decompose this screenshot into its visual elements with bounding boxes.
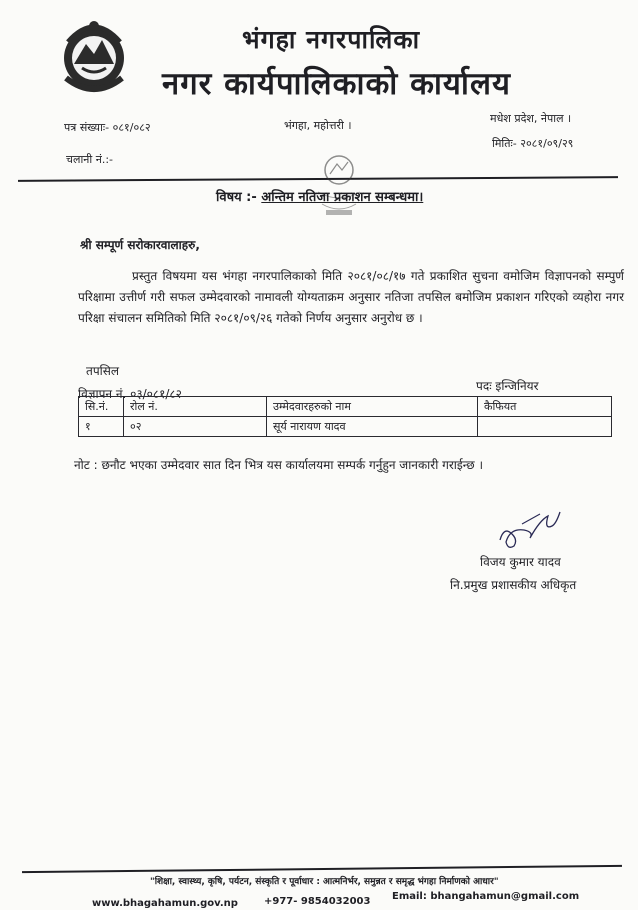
table-header-row <box>79 397 612 417</box>
office-stamp <box>312 148 366 222</box>
office-name: भंगहा नगरपालिका <box>242 25 421 54</box>
footer-email[interactable]: Email: bhangahamun@gmail.com <box>392 891 580 902</box>
government-emblem-logo <box>52 14 136 98</box>
signature <box>494 506 564 550</box>
province: मधेश प्रदेश, नेपाल । <box>490 112 572 125</box>
subject-text: अन्तिम नतिजा प्रकाशन सम्बन्धमा। <box>261 190 424 205</box>
advertisement-number: विज्ञापन नं. ०३/०८१/८२ <box>78 387 182 401</box>
salutation: श्री सम्पूर्ण सरोकारवालाहरु, <box>80 238 200 252</box>
table-header: उम्मेदवारहरुको नाम <box>267 397 478 417</box>
signatory-title: नि.प्रमुख प्रशासकीय अधिकृत <box>450 578 577 592</box>
table-cell <box>478 417 612 437</box>
details-label: तपसिल <box>86 364 120 378</box>
note-text: नोट : छनौट भएका उम्मेदवार सात दिन भित्र यस कार्यालयमा सम्पर्क गर्नुहुन जानकारी गराईन्छ । <box>74 458 483 472</box>
dispatch-number: चलानी नं.:- <box>66 153 114 166</box>
table-header: रोल नं. <box>124 397 267 417</box>
subject-line <box>216 187 423 205</box>
post-name: पदः इन्जिनियर <box>476 379 539 393</box>
location: भंगहा, महोत्तरी । <box>284 119 352 132</box>
footer-motto: "शिक्षा, स्वास्थ्य, कृषि, पर्यटन, संस्कृति र पूर्वाधार : आत्मनिर्भर, समुन्नत र समृद्ध भंगहा निर्माणको आधार" <box>150 877 499 887</box>
subject-prefix: विषय :- <box>216 190 257 205</box>
footer-website[interactable]: www.bhagahamun.gov.np <box>92 898 238 909</box>
letter-date: मितिः- २०८१/०९/२९ <box>492 137 574 150</box>
table-cell: १ <box>79 417 124 437</box>
result-table <box>78 396 612 437</box>
table-header: कैफियत <box>478 397 612 417</box>
footer-divider <box>22 865 622 873</box>
body-paragraph: प्रस्तुत विषयमा यस भंगहा नगरपालिकाको मिति २०८१/०८/१७ गते प्रकाशित सुचना वमोजिम विज्ञापनको सम्पुर्ण परिक्षामा उत्तीर्ण गरी सफल उम्मेदवारको नामावली योग्यताक्रम अनुसार नतिजा तपसिल बमोजिम प्रकाशन गरिएको व्यहोरा नगर परिक्षा संचालन समितिको मिति २०८१/०९/२६ गतेको निर्णय अनुसार अनुरोध छ । <box>78 269 624 325</box>
table-cell: ०२ <box>124 417 267 437</box>
office-title: नगर कार्यपालिकाको कार्यालय <box>162 66 511 102</box>
table-cell: सूर्य नारायण यादव <box>267 417 478 437</box>
table-header: सि.नं. <box>79 397 124 417</box>
footer-phone: +977- 9854032003 <box>264 896 371 907</box>
signatory-name: विजय कुमार यादव <box>480 555 561 569</box>
letter-number: पत्र संख्याः- ०८१/०८२ <box>64 121 151 134</box>
table-row <box>79 417 612 437</box>
